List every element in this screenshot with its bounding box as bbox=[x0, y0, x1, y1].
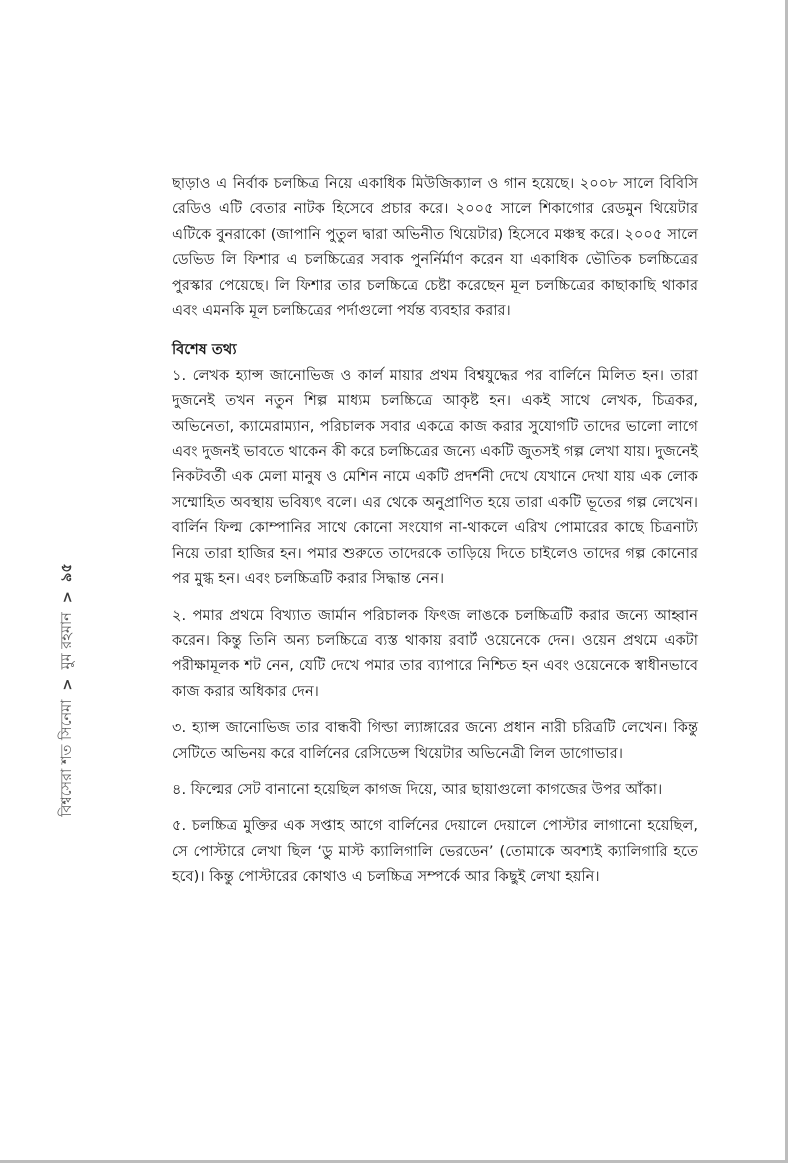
fact-item: ৪. ফিল্মের সেট বানানো হয়েছিল কাগজ দিয়ে, আর ছায়াগুলো কাগজের উপর আঁকা। bbox=[172, 780, 663, 798]
intro-paragraph: ছাড়াও এ নির্বাক চলচ্চিত্র নিয়ে একাধিক মিউজিক্যাল ও গান হয়েছে। ২০০৮ সালে বিবিসি রেডিও এটি বেতার নাটক হিসেবে প্রচার করে। ২০০৫ সালে শিকাগোর রেডমুন থিয়েটার এটিকে বুনরাকো (জাপানি পুতুল দ্বারা অভিনীত থিয়েটার) হিসেবে মঞ্চস্থ করে। ২০০৫ সালে ডেভিড লি ফিশার এ চলচ্চিত্রের সবাক পুনর্নির্মাণ করেন যা একাধিক ভৌতিক চলচ্চিত্রের পুরস্কার পেয়েছে। লি ফিশার তার চলচ্চিত্রে চেষ্টা করেছেন মূল চলচ্চিত্রের কাছাকাছি থাকার এবং এমনকি মূল চলচ্চিত্রের পর্দাগুলো পর্যন্ত ব্যবহার করার। bbox=[172, 175, 698, 320]
header-separator: > bbox=[60, 678, 76, 691]
page-number: ৯৫ bbox=[59, 563, 75, 583]
page-body bbox=[172, 171, 698, 901]
section-heading: বিশেষ তথ্য bbox=[172, 341, 237, 359]
running-header bbox=[53, 455, 83, 925]
fact-item: ২. পমার প্রথমে বিখ্যাত জার্মান পরিচালক ফিৎজ লাঙকে চলচ্চিত্রটি করার জন্যে আহ্বান করেন। কিন্তু তিনি অন্য চলচ্চিত্রে ব্যস্ত থাকায় রবার্ট ওয়েনেকে দেন। ওয়েন প্রথমে একটা পরীক্ষামূলক শট নেন, যেটি দেখে পমার তার ব্যাপারে নিশ্চিত হন এবং ওয়েনেকে স্বাধীনভাবে কাজ করার অধিকার দেন। bbox=[172, 606, 698, 700]
author-name: মুম রহমান bbox=[59, 612, 75, 670]
header-separator: > bbox=[60, 591, 76, 604]
fact-item: ৩. হ্যান্স জানোভিজ তার বান্ধবী গিল্ডা ল্যাঙ্গারের জন্যে প্রধান নারী চরিত্রটি লেখেন। কিন্তু সেটিতে অভিনয় করে বার্লিনের রেসিডেন্স থিয়েটার অভিনেত্রী লিল ডাগোভার। bbox=[172, 719, 698, 762]
fact-item: ১. লেখক হ্যান্স জানোভিজ ও কার্ল মায়ার প্রথম বিশ্বযুদ্ধের পর বার্লিনে মিলিত হন। তারা দুজনেই তখন নতুন শিল্প মাধ্যম চলচ্চিত্রে আকৃষ্ট হন। একই সাথে লেখক, চিত্রকর, অভিনেতা, ক্যামেরাম্যান, পরিচালক সবার একত্রে কাজ করার সুযোগটি তাদের ভালো লাগে এবং দুজনই ভাবতে থাকেন কী করে চলচ্চিত্রের জন্যে একটি জুতসই গল্প লেখা যায়। দুজনেই নিকটবর্তী এক মেলা মানুষ ও মেশিন নামে একটি প্রদর্শনী দেখে যেখানে দেখা যায় এক লোক সম্মোহিত অবস্থায় ভবিষ্যৎ বলে। এর থেকে অনুপ্রাণিত হয়ে তারা একটি ভূতের গল্প লেখেন। বার্লিন ফিল্ম কোম্পানির সাথে কোনো সংযোগ না-থাকলে এরিখ পোমারের কাছে চিত্রনাট্য নিয়ে তারা হাজির হন। পমার শুরুতে তাদেরকে তাড়িয়ে দিতে চাইলেও তাদের গল্প কোনোর পর মুগ্ধ হন। এবং চলচ্চিত্রটি করার সিদ্ধান্ত নেন। bbox=[172, 366, 698, 588]
fact-item: ৫. চলচ্চিত্র মুক্তির এক সপ্তাহ আগে বার্লিনের দেয়ালে দেয়ালে পোস্টার লাগানো হয়েছিল, সে পোস্টারে লেখা ছিল ‘ডু মাস্ট ক্যালিগালি ভেরডেন’ (তোমাকে অবশ্যই ক্যালিগারি হতে হবে)। কিন্তু পোস্টারের কোথাও এ চলচ্চিত্র সম্পর্কে আর কিছুই লেখা হয়নি। bbox=[172, 817, 698, 886]
book-title: বিশ্বসেরা শত সিনেমা bbox=[59, 699, 75, 817]
running-header-text bbox=[56, 563, 80, 817]
